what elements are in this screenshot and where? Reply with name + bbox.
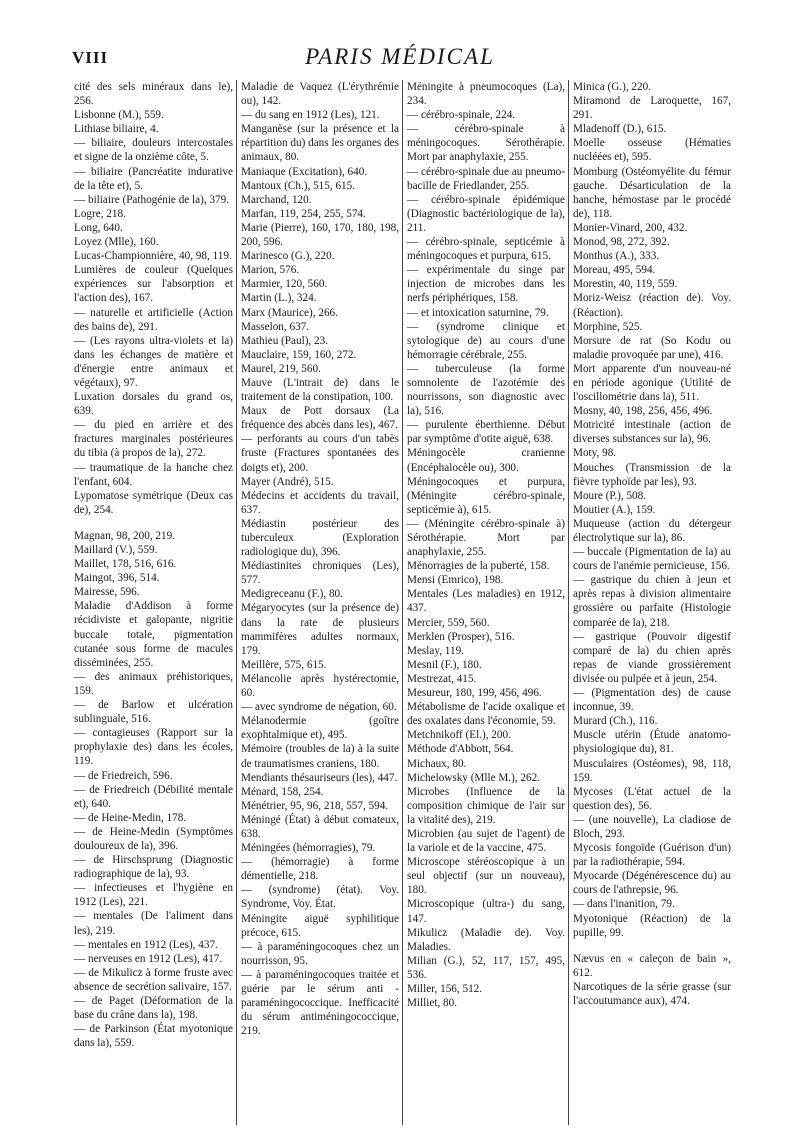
- index-entry: Mikulicz (Maladie de). Voy. Maladies.: [407, 926, 565, 953]
- index-entry: — cérébro-spinale, 224.: [407, 109, 516, 122]
- index-column-1: [70, 80, 236, 1125]
- index-entry: Minica (G.), 220.: [573, 81, 651, 93]
- index-entry: Microbes (Influence de la composition chimique de l'air sur la vitalité des), 219.: [407, 785, 565, 826]
- index-entry: — naturelle et artificielle (Action des bains de), 291.: [74, 306, 233, 333]
- index-entry: Nævus en « caleçon de bain », 612.: [573, 952, 731, 979]
- index-entry: Long, 640.: [74, 221, 123, 234]
- index-entry: Microscopique (ultra-) du sang, 147.: [407, 898, 565, 925]
- index-entry: — de Friedreich, 596.: [74, 769, 173, 782]
- index-entry: Microbien (au sujet de l'agent) de la variole et de la vaccine, 475.: [407, 827, 565, 855]
- index-entry: Moreau, 495, 594.: [573, 264, 656, 277]
- index-entry: — avec syndrome de négation, 60.: [241, 701, 397, 714]
- index-entry: Miller, 156, 512.: [407, 983, 483, 995]
- index-entry: Mémoire (troubles de la) à la suite de traumatismes craniens, 180.: [241, 743, 399, 770]
- index-entry: — du pied en arrière et des fractures marginales postérieures du tibia (à propos de la), 272.: [74, 419, 233, 460]
- index-entry: Metchnikoff (El.), 200.: [407, 729, 511, 742]
- index-entry: Monier-Vinard, 200, 432.: [573, 221, 688, 234]
- index-entry: Meillère, 575, 615.: [241, 658, 327, 671]
- index-entry: Méningite à pneumocoques (La), 234.: [407, 81, 565, 108]
- index-entry: — cérébro-spinale à méningocoques. Sérothérapie. Mort par anaphylaxie, 255.: [407, 123, 565, 164]
- index-entry: Lumières de couleur (Quelques expériences sur l'absorption et l'action des), 167.: [74, 264, 233, 305]
- index-entry: — purulente éberthienne. Début par symptôme d'otite aiguë, 638.: [407, 419, 565, 446]
- index-entry: Morphine, 525.: [573, 320, 643, 333]
- index-entry: — (hémorragie) à forme démentielle, 218.: [241, 856, 399, 883]
- index-entry: Méningite aiguë syphilitique précoce, 615.: [241, 912, 399, 939]
- index-entry: — de Heine-Medin (Symptômes douloureux de la), 396.: [74, 825, 233, 852]
- index-entry: Lisbonne (M.), 559.: [74, 109, 164, 122]
- index-entry: — infectieuses et l'hygiène en 1912 (Les), 221.: [74, 882, 233, 909]
- index-entry: Morestin, 40, 119, 559.: [573, 278, 678, 291]
- index-entry: — (une nouvelle), La cladiose de Bloch, 293.: [573, 813, 731, 840]
- index-entry: Ménard, 158, 254.: [241, 785, 324, 798]
- index-entry: Manganèse (sur la présence et la répartition du) dans les organes des animaux, 80.: [241, 123, 399, 164]
- index-entry: Mauclaire, 159, 160, 272.: [241, 348, 357, 361]
- index-entry: — du sang en 1912 (Les), 121.: [241, 109, 380, 122]
- index-entry: — de Mikulicz à forme fruste avec absence de secrétion salivaire, 157.: [74, 966, 233, 993]
- index-entry: Méningocèle cranienne (Encéphalocèle ou), 300.: [407, 447, 565, 474]
- index-entry: Mentales (Les maladies) en 1912, 437.: [407, 588, 565, 615]
- index-entry: Lucas-Championnière, 40, 98, 119.: [74, 250, 232, 263]
- index-entry: Milliet, 80.: [407, 997, 458, 1010]
- index-entry: Maniaque (Excitation), 640.: [241, 165, 368, 178]
- index-entry: Moutier (A.), 159.: [573, 503, 656, 516]
- index-entry: — mentales en 1912 (Les), 437.: [74, 938, 218, 951]
- index-entry: — biliaire (Pathogénie de la), 379.: [74, 193, 230, 206]
- index-entry: Moty, 98.: [573, 447, 617, 460]
- index-entry: Ménorragies de la puberté, 158.: [407, 560, 550, 573]
- index-entry: Merklen (Prosper), 516.: [407, 630, 515, 643]
- index-entry: — expérimentale du singe par injection de microbes dans les nerfs périphériques, 158.: [407, 264, 565, 305]
- index-entry: — à paraméningocoques chez un nourrisson, 95.: [241, 940, 399, 967]
- index-entry: Maladie de Vaquez (L'érythrémie ou), 142.: [241, 81, 399, 108]
- index-entry: Martin (L.), 324.: [241, 292, 317, 305]
- index-entry: Médiastin postérieur des tuberculeux (Exploration radiologique du), 396.: [241, 517, 399, 559]
- index-entry: Mayer (André), 515.: [241, 475, 334, 488]
- index-entry: Métabolisme de l'acide oxalique et des oxalates dans l'économie, 59.: [407, 701, 565, 728]
- index-entry: Microscope stéréoscopique à un seul objectif (sur un nouveau), 180.: [407, 856, 565, 897]
- index-entry: Maux de Pott dorsaux (La fréquence des abcès dans les), 467.: [241, 405, 399, 432]
- index-entry: Maingot, 396, 514.: [74, 572, 160, 585]
- index-entry: Muscle utérin (Étude anatomo-physiologique du), 81.: [573, 729, 731, 756]
- index-entry: Monod, 98, 272, 392.: [573, 236, 670, 249]
- index-entry: — biliaire (Pancréatite indurative de la tête et), 5.: [74, 165, 233, 192]
- index-entry: Magnan, 98, 200, 219.: [74, 529, 175, 542]
- index-entry: Milian (G.), 52, 117, 157, 495, 536.: [407, 954, 565, 981]
- index-entry: Momburg (Ostéomyélite du fémur gauche. Désarticulation de la hanche, hémostase par le procédé de), 118.: [573, 165, 731, 220]
- index-entry: Michelowsky (Mlle M.), 262.: [407, 771, 540, 784]
- index-entry: Marfan, 119, 254, 255, 574.: [241, 207, 366, 220]
- index-entry: Muqueuse (action du détergeur électrolytique sur la), 86.: [573, 517, 731, 544]
- index-column-2: [236, 80, 402, 1125]
- index-entry: Musculaires (Ostéomes), 98, 118, 159.: [573, 757, 731, 784]
- index-entry: Mort apparente d'un nouveau-né en période agonique (Utilité de l'oscillométrie dans la), 511.: [573, 362, 731, 404]
- page-header: [0, 44, 800, 74]
- index-entry: Loyez (Mlle), 160.: [74, 236, 159, 249]
- index-entry: Mélanodermie (goître exophtalmique et), 495.: [241, 715, 399, 742]
- index-entry: Mesnil (F.), 180.: [407, 658, 482, 671]
- page-number: VIII: [72, 48, 109, 67]
- index-entry: Mendiants thésauriseurs (les), 447.: [241, 771, 398, 784]
- index-entry: Méningocoques et purpura, (Méningite cérébro-spinale, septicémie à), 615.: [407, 475, 565, 516]
- index-entry: Mesureur, 180, 199, 456, 496.: [407, 687, 542, 700]
- index-entry: — contagieuses (Rapport sur la prophylaxie des) dans les écoles, 119.: [74, 727, 233, 768]
- index-columns: [70, 80, 740, 1125]
- index-entry: Logre, 218.: [74, 207, 126, 220]
- index-entry: Lypomatose symétrique (Deux cas de), 254.: [74, 489, 233, 516]
- index-entry: Moure (P.), 508.: [573, 489, 647, 502]
- index-entry: cité des sels minéraux dans le), 256.: [74, 81, 233, 108]
- index-entry: — cérébro-spinale épidémique (Diagnostic bactériologique de la), 211.: [407, 193, 565, 234]
- index-entry: — de Barlow et ulcération sublinguale, 516.: [74, 699, 233, 726]
- index-entry: Mairesse, 596.: [74, 586, 140, 599]
- index-entry: Mauve (L'intrait de) dans le traitement de la constipation, 100.: [241, 376, 399, 404]
- index-entry: Mouches (Transmission de la fièvre typhoïde par les), 93.: [573, 461, 731, 488]
- index-column-4: [568, 80, 734, 1125]
- index-entry: Meslay, 119.: [407, 644, 464, 657]
- index-entry: Michaux, 80.: [407, 757, 467, 770]
- index-entry: Méningées (hémorragies), 79.: [241, 842, 376, 855]
- index-entry: — (Pigmentation des) de cause inconnue, 39.: [573, 687, 731, 714]
- index-entry: — buccale (Pigmentation de la) au cours de l'anémie pernicieuse, 156.: [573, 546, 731, 573]
- index-entry: Mosny, 40, 198, 256, 456, 496.: [573, 405, 713, 418]
- index-entry: — biliaire, douleurs intercostales et signe de la onzième côte, 5.: [74, 137, 233, 164]
- index-entry: — et intoxication saturnine, 79.: [407, 306, 549, 319]
- index-entry: — cérébro-spinale, septicémie à méningocoques et purpura, 615.: [407, 236, 565, 263]
- index-entry: Mycosis fongoïde (Guérison d'un) par la radiothérapie, 594.: [573, 842, 731, 869]
- index-entry: Monthus (A.), 333.: [573, 250, 660, 263]
- index-entry: Médiastinites chroniques (Les), 577.: [241, 560, 399, 587]
- index-entry: Marion, 576.: [241, 264, 300, 277]
- index-entry: Marmier, 120, 560.: [241, 278, 328, 291]
- index-entry: Medigreceanu (F.), 80.: [241, 588, 343, 601]
- index-entry: Myotonique (Réaction) de la pupille, 99.: [573, 912, 731, 939]
- index-entry: Médecins et accidents du travail, 637.: [241, 489, 399, 516]
- index-entry: Maladie d'Addison à forme récidiviste et galopante, nigritie buccale totale, pigmentation cutanée sous forme de macules disséminées, 255.: [74, 600, 233, 669]
- index-entry: — de Hirschsprung (Diagnostic radiographique de la), 93.: [74, 854, 233, 881]
- index-entry: Marinesco (G.), 220.: [241, 250, 335, 263]
- index-entry: Mensi (Emrico), 198.: [407, 574, 504, 587]
- index-entry: — à paraméningocoques traitée et guérie par le sérum anti - paraméningococcique. Inefficacité du sérum antiméningococcique, 219.: [241, 968, 399, 1038]
- index-entry: — (Méningite cérébro-spinale à) Sérothérapie. Mort par anaphylaxie, 255.: [407, 517, 565, 559]
- index-entry: Mélancolie après hystérectomie, 60.: [241, 672, 399, 700]
- index-column-3: [402, 80, 568, 1125]
- index-entry: — traumatique de la hanche chez l'enfant, 604.: [74, 461, 233, 488]
- index-entry: — mentales (De l'aliment dans les), 219.: [74, 910, 233, 937]
- index-entry: Murard (Ch.), 116.: [573, 715, 658, 728]
- index-entry: — tuberculeuse (la forme somnolente de l'azotémie des nourrissons, son diagnostic avec la), 516.: [407, 362, 565, 418]
- index-entry: — de Parkinson (État myotonique dans la), 559.: [74, 1023, 233, 1050]
- index-entry: Lithiase biliaire, 4.: [74, 123, 159, 136]
- index-entry: Myocarde (Dégénérescence du) au cours de l'athrepsie, 96.: [573, 870, 731, 897]
- index-entry: Narcotiques de la série grasse (sur l'accoutumance aux), 474.: [573, 980, 731, 1007]
- index-entry: Mégaryocytes (sur la présence de) dans la rate de plusieurs mammifères adultes normaux, 179.: [241, 602, 399, 657]
- index-entry: Mycoses (L'état actuel de la question des), 56.: [573, 785, 731, 812]
- index-entry: Masselon, 637.: [241, 320, 310, 333]
- index-entry: — dans l'inanition, 79.: [573, 898, 675, 911]
- index-entry: Maillet, 178, 516, 616.: [74, 558, 177, 571]
- index-entry: — de Friedreich (Débilité mentale et), 640.: [74, 783, 233, 810]
- index-entry: Méningé (État) à début comateux, 638.: [241, 813, 399, 840]
- index-entry: Méthode d'Abbott, 564.: [407, 743, 514, 756]
- index-entry: Morsure de rat (So Kodu ou maladie provoquée par une), 416.: [573, 334, 731, 361]
- index-entry: — gastrique (Pouvoir digestif comparé de la) du chien après repas de viande grossièrement divisée ou pulpée et à jeun, 254.: [573, 630, 731, 685]
- index-entry: Luxation dorsales du grand os, 639.: [74, 391, 233, 418]
- index-entry: Motricité intestinale (action de diverses substances sur la), 96.: [573, 419, 731, 446]
- index-entry: Moriz-Weisz (réaction de). Voy. (Réaction).: [573, 292, 731, 319]
- index-entry: — perforants au cours d'un tabès fruste (Fractures spontanées des doigts et), 200.: [241, 433, 399, 474]
- index-entry: — (syndrome clinique et sytologique de) au cours d'une hémorragie cérébrale, 255.: [407, 320, 565, 361]
- index-entry: Ménétrier, 95, 96, 218, 557, 594.: [241, 799, 389, 812]
- index-entry: Mestrezat, 415.: [407, 672, 477, 685]
- index-entry: — de Paget (Déformation de la base du crâne dans la), 198.: [74, 995, 233, 1022]
- index-entry: Mladenoff (D.), 615.: [573, 123, 667, 136]
- index-entry: Mathieu (Paul), 23.: [241, 334, 328, 347]
- index-entry: Mercier, 559, 560.: [407, 616, 490, 629]
- index-entry: Maillard (V.), 559.: [74, 544, 158, 556]
- index-entry: — (syndrome) (état). Voy. Syndrome, Voy. État.: [241, 884, 399, 911]
- journal-title: PARIS MÉDICAL: [305, 44, 495, 69]
- index-entry: Miramond de Laroquette, 167, 291.: [573, 95, 731, 122]
- index-entry: Maurel, 219, 560.: [241, 362, 321, 375]
- index-entry: — nerveuses en 1912 (Les), 417.: [74, 952, 223, 965]
- index-entry: Mantoux (Ch.), 515, 615.: [241, 179, 356, 192]
- index-entry: — cérébro-spinale due au pneumo-bacille de Friedlander, 255.: [407, 165, 565, 192]
- section-gap: [74, 517, 233, 529]
- index-entry: — des animaux préhistoriques, 159.: [74, 670, 233, 697]
- index-entry: — de Heine-Medin, 178.: [74, 811, 187, 824]
- index-entry: Marchand, 120.: [241, 193, 312, 206]
- index-entry: — gastrique du chien à jeun et après repas à division alimentaire grossière ou parfaite (Histologie comparée de la), 218.: [573, 574, 731, 629]
- index-entry: Marx (Maurice), 266.: [241, 306, 338, 319]
- index-entry: Moelle osseuse (Hématies nucléées et), 595.: [573, 137, 731, 164]
- index-entry: Marie (Pierre), 160, 170, 180, 198, 200, 596.: [241, 221, 399, 249]
- index-entry: — (Les rayons ultra-violets et la) dans les échanges de matière et d'énergie entre animaux et végétaux), 97.: [74, 334, 233, 389]
- section-gap: [573, 940, 731, 952]
